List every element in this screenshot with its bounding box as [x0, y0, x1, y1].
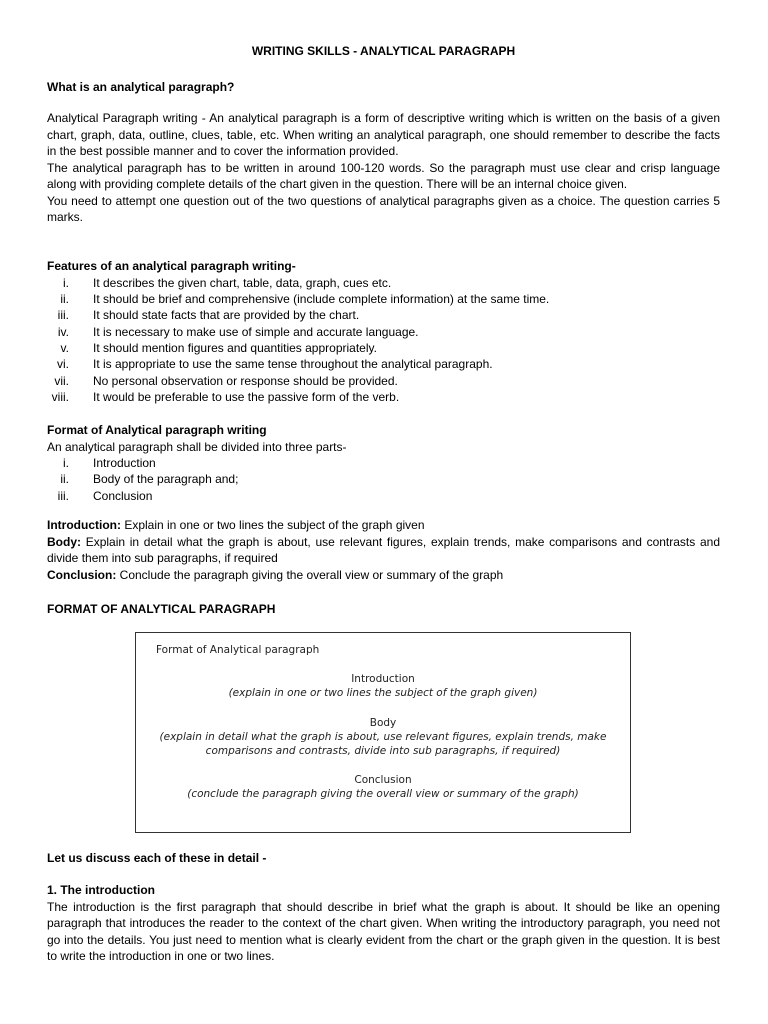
intro-paragraph-1: Analytical Paragraph writing - An analytical paragraph is a form of descriptive writing which is written on the basis of a given chart, graph, data, outline, clues, table, etc. When writing an analytical paragraph, one should remember to describe the facts in the best possible manner and to cover the information provided. — [47, 111, 720, 158]
box-body-title: Body — [369, 717, 397, 729]
part-conclusion: Conclusion: Conclude the paragraph giving the overall view or summary of the graph — [47, 567, 504, 582]
format-heading: Format of Analytical paragraph writing — [47, 423, 267, 437]
features-section — [47, 258, 720, 406]
format-list — [47, 455, 720, 504]
section-introduction-text: The introduction is the first paragraph that should describe in brief what the graph is about. It should be like an opening paragraph that introduces the reader to the context of the chart given. When writing the introductory paragraph, you need not go into the details. You just need to mention what is clearly evident from the chart or the graph given in the question. It is best to write the introduction in one or two lines. — [47, 899, 720, 963]
box-body — [136, 716, 630, 758]
box-introduction-sub: (explain in one or two lines the subject of the graph given) — [228, 687, 538, 699]
features-heading: Features of an analytical paragraph writing- — [47, 259, 296, 273]
format-lead: An analytical paragraph shall be divided into three parts- — [47, 439, 347, 454]
discuss-heading: Let us discuss each of these in detail - — [47, 851, 267, 865]
part-body: Body: Explain in detail what the graph is about, use relevant figures, explain trends, make comparisons and contrasts and divide them into sub paragraphs, if required — [47, 534, 720, 565]
list-item: i. It describes the given chart, table, data, graph, cues etc. — [63, 275, 392, 290]
box-title: Format of Analytical paragraph — [156, 644, 320, 656]
list-item: iii. Conclusion — [57, 488, 153, 503]
box-conclusion-title: Conclusion — [354, 774, 412, 786]
document-title: WRITING SKILLS - ANALYTICAL PARAGRAPH — [251, 44, 516, 58]
list-item: i. Introduction — [63, 456, 156, 470]
list-item: ii. It should be brief and comprehensive (include complete information) at the same time. — [60, 291, 550, 306]
list-item: ii. Body of the paragraph and; — [60, 472, 239, 487]
intro-section — [47, 110, 720, 226]
list-item: iv. It is necessary to make use of simple and accurate language. — [57, 324, 419, 339]
section-introduction — [47, 882, 720, 965]
box-introduction — [136, 672, 630, 700]
section-introduction-heading: 1. The introduction — [47, 883, 155, 897]
list-item: vii. No personal observation or response should be provided. — [54, 373, 398, 388]
box-introduction-title: Introduction — [351, 673, 415, 685]
format-section-heading: FORMAT OF ANALYTICAL PARAGRAPH — [47, 602, 276, 616]
box-body-sub-1: (explain in detail what the graph is about, use relevant figures, explain trends, make — [159, 731, 607, 743]
box-body-sub-2: comparisons and contrasts, divide into sub paragraphs, if required) — [205, 745, 561, 757]
what-is-heading: What is an analytical paragraph? — [47, 80, 235, 94]
part-introduction: Introduction: Explain in one or two lines the subject of the graph given — [47, 518, 425, 532]
parts-section — [47, 517, 720, 583]
list-item: viii. It would be preferable to use the passive form of the verb. — [51, 390, 400, 405]
format-diagram-box — [135, 632, 631, 833]
list-item: v. It should mention figures and quantities appropriately. — [60, 341, 377, 356]
box-conclusion-sub: (conclude the paragraph giving the overall view or summary of the graph) — [187, 788, 579, 800]
intro-paragraph-2: The analytical paragraph has to be written in around 100-120 words. So the paragraph must use clear and crisp language along with providing complete details of the chart given in the question. There will be an internal choice given. — [47, 160, 720, 191]
box-conclusion — [136, 773, 630, 801]
list-item: iii. It should state facts that are provided by the chart. — [57, 308, 360, 323]
list-item: vi. It is appropriate to use the same tense throughout the analytical paragraph. — [57, 357, 493, 372]
features-list — [47, 275, 720, 406]
format-section — [47, 422, 720, 504]
document-page — [47, 43, 720, 963]
intro-paragraph-3: You need to attempt one question out of the two questions of analytical paragraphs given as a choice. The question carries 5 marks. — [47, 193, 720, 224]
